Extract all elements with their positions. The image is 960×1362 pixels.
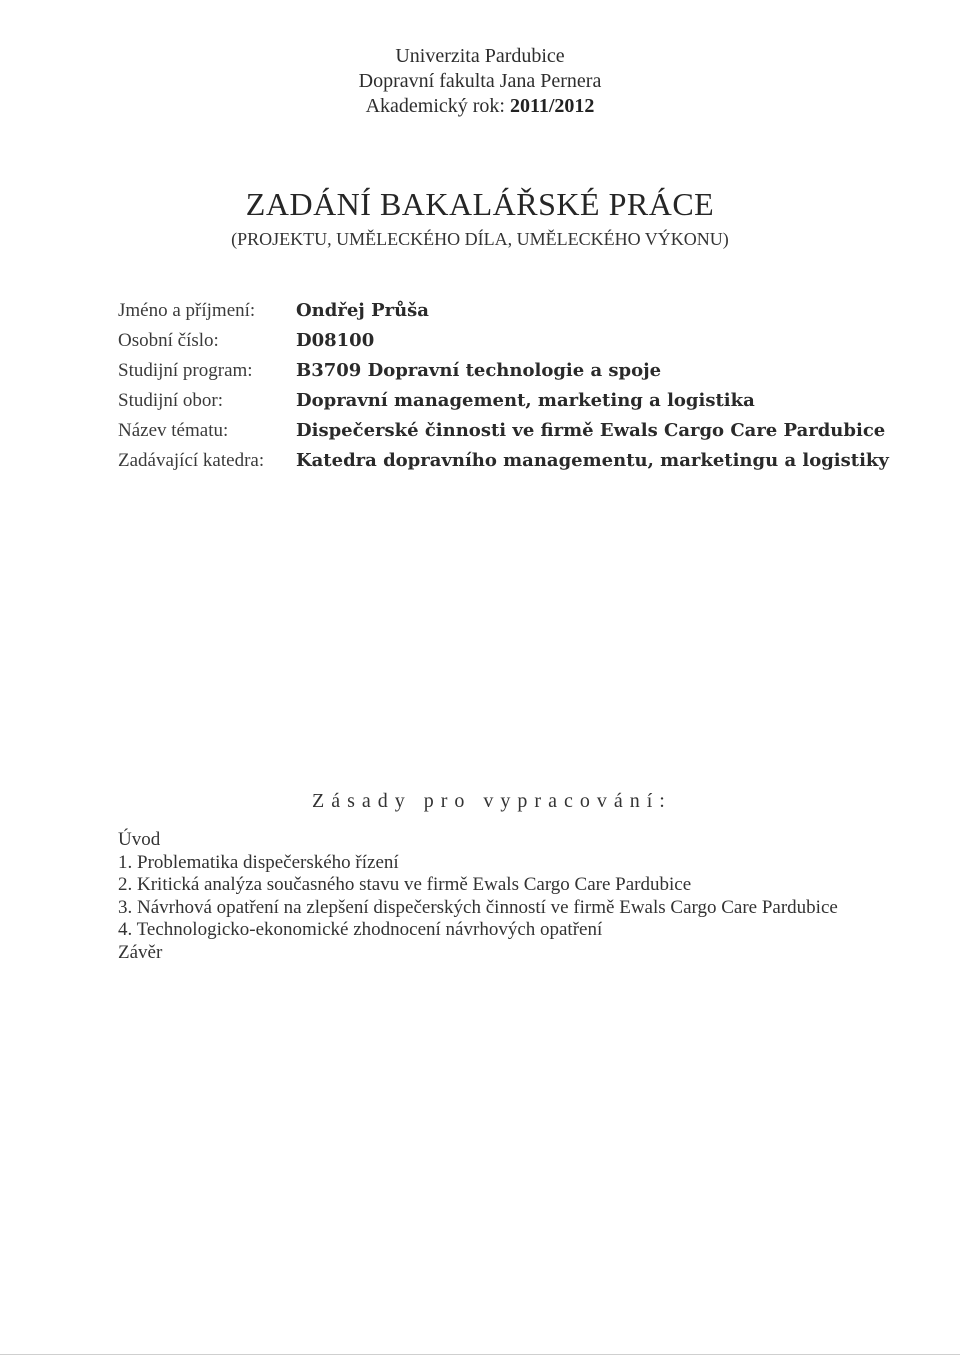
info-label: Jméno a příjmení: [118,300,256,321]
outline-item: 2. Kritická analýza současného stavu ve firmě Ewals Cargo Care Pardubice [118,874,692,895]
faculty-name: Dopravní fakulta Jana Pernera [358,70,602,92]
outline-item: 4. Technologicko-ekonomické zhodnocení návrhových opatření [118,919,603,940]
outline-item: 1. Problematika dispečerského řízení [118,851,399,873]
info-row-name [118,300,918,330]
document-title: ZADÁNÍ BAKALÁŘSKÉ PRÁCE [245,186,715,222]
university-name: Univerzita Pardubice [395,45,565,67]
outline-item: Závěr [118,941,163,963]
document-subtitle: (PROJEKTU, UMĚLECKÉHO DÍLA, UMĚLECKÉHO VÝKONU) [231,229,729,249]
academic-year [0,94,960,119]
info-value: Dopravní management, marketing a logistika [296,390,755,411]
document-header [0,44,960,119]
info-label: Zadávající katedra: [118,450,265,471]
outline-item: Úvod [118,829,161,850]
info-table [118,300,918,480]
academic-year-label: Akademický rok: [365,95,505,117]
outline-item: 3. Návrhová opatření na zlepšení dispečerských činností ve firmě Ewals Cargo Care Pardubice [118,896,838,918]
academic-year-value: 2011/2012 [509,95,595,117]
info-value: Katedra dopravního managementu, marketingu a logistiky [296,450,889,471]
principles-heading: Zásady pro vypracování: [312,790,672,812]
info-value: B3709 Dopravní technologie a spoje [296,360,662,381]
info-value: Dispečerské činnosti ve firmě Ewals Cargo Care Pardubice [296,420,886,441]
info-label: Název tématu: [118,420,229,441]
info-row-study-program [118,360,918,390]
info-label: Studijní obor: [118,390,224,411]
info-value: Ondřej Průša [296,300,429,321]
info-label: Osobní číslo: [118,330,219,351]
info-value: D08100 [296,330,375,351]
info-row-department [118,450,918,480]
info-row-personal-number [118,330,918,360]
info-row-study-field [118,390,918,420]
info-label: Studijní program: [118,360,253,381]
scan-edge-line [0,1354,960,1355]
thesis-outline [118,829,918,964]
info-row-topic [118,420,918,450]
